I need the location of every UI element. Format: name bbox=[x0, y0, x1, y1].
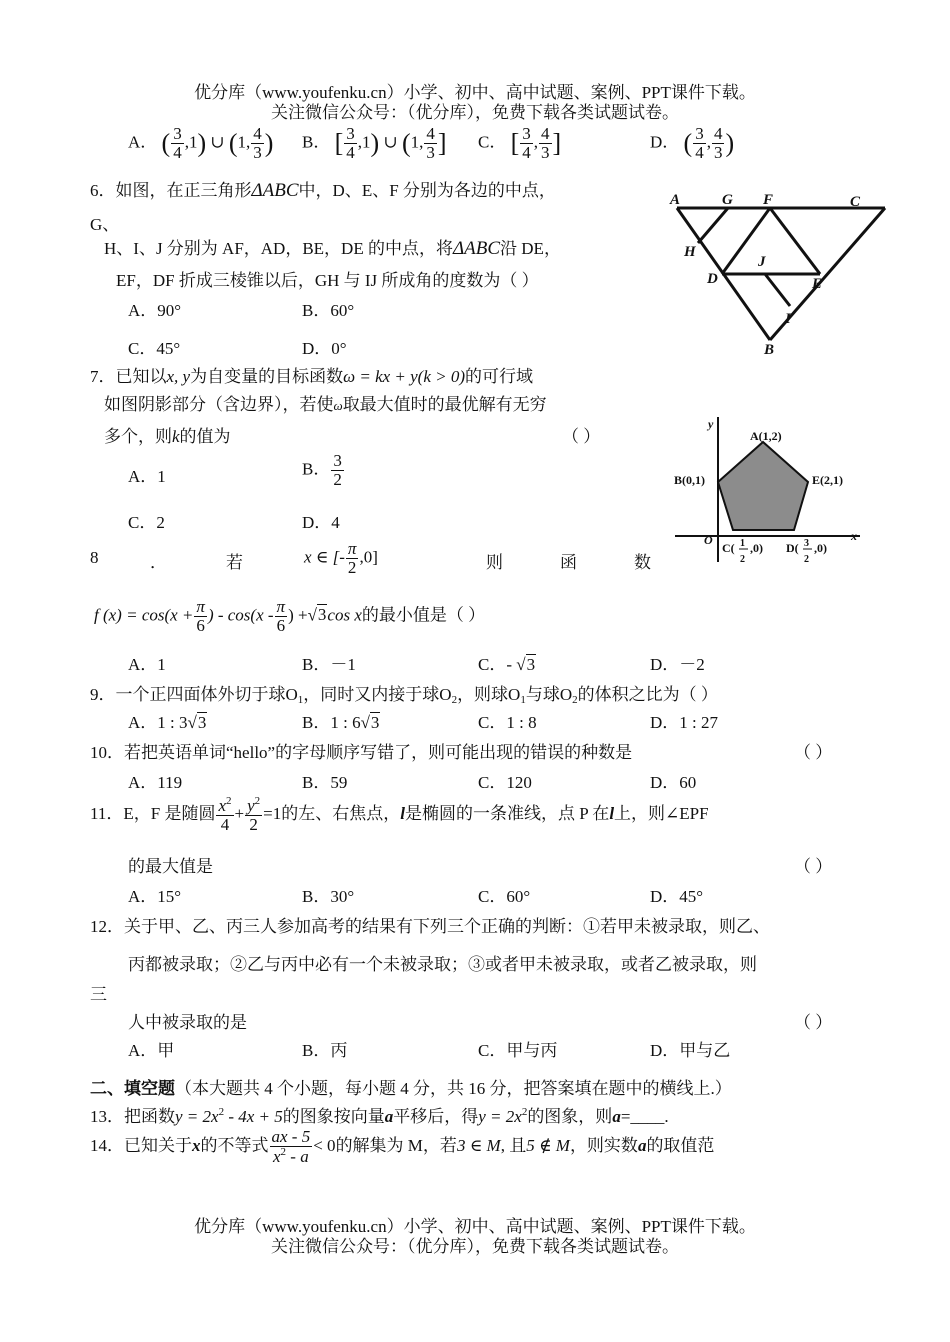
text: =1 bbox=[263, 803, 282, 823]
axis-label-y: y bbox=[708, 417, 714, 431]
q5-option-c: C． [ $\frac{3}{4}$ , $\frac{4}{3}$ ] bbox=[478, 124, 562, 162]
origin-label: O bbox=[704, 533, 713, 547]
frac-den: 2 bbox=[249, 814, 258, 834]
point-d-label: D( bbox=[786, 541, 799, 555]
text: 14．已知关于 bbox=[90, 1135, 192, 1155]
q8-ruo: 若 bbox=[226, 553, 243, 572]
q7-option-a: A．1 bbox=[128, 467, 166, 486]
var-x: x bbox=[192, 1135, 201, 1155]
q7-line-3 bbox=[104, 422, 231, 447]
frac-num: 3 bbox=[346, 124, 355, 143]
text: f (x) = cos(x + bbox=[94, 605, 194, 625]
sq: 2 bbox=[218, 1106, 225, 1118]
header-line-2: 关注微信公众号：（优分库），免费下载各类试题试卷。 bbox=[271, 103, 679, 122]
section-desc: （本大题共 4 个小题，每小题 4 分，共 16 分，把答案填在题中的横线上.） bbox=[175, 1079, 732, 1098]
triangle-abc: ΔABC bbox=[251, 180, 299, 201]
frac-num: 4 bbox=[541, 124, 550, 143]
frac-den: 6 bbox=[276, 615, 286, 635]
frac-den: 4 bbox=[695, 142, 704, 162]
text: 的解集为 M，若 bbox=[335, 1135, 457, 1155]
var-k: k bbox=[172, 427, 180, 446]
header-line-1: 优分库（www.youfenku.cn）小学、初中、高中试题、案例、PPT课件下载。 bbox=[194, 83, 756, 102]
frac-num: ax - 5 bbox=[271, 1127, 311, 1146]
fig-label-e: E bbox=[812, 276, 823, 292]
q6-triangle-figure bbox=[660, 188, 895, 358]
label: C． bbox=[478, 655, 507, 674]
q6-option-c: C．45° bbox=[128, 339, 181, 358]
frac-den: 4 bbox=[346, 142, 355, 162]
text: ，则实数 bbox=[569, 1135, 638, 1155]
point-d-num: 3 bbox=[804, 538, 809, 549]
point-a-label: A(1,2) bbox=[750, 429, 782, 443]
text: 6．如图，在正三角形 bbox=[90, 181, 252, 200]
func: - 4x + 5 bbox=[224, 1107, 283, 1126]
text: < 0 bbox=[313, 1135, 336, 1155]
section-2-heading bbox=[90, 1074, 732, 1099]
frac-den: 3 bbox=[253, 142, 262, 162]
q9-text bbox=[90, 680, 718, 706]
text: 11．E，F 是随圆 bbox=[90, 803, 216, 823]
q11-answer-paren: （ ） bbox=[794, 857, 833, 876]
shaded-region bbox=[718, 442, 808, 530]
var-l: l bbox=[609, 803, 615, 823]
q10-option-b: B．59 bbox=[302, 773, 348, 792]
q8-option-b: B．－1 bbox=[302, 655, 356, 674]
sub2: 2 bbox=[451, 694, 458, 706]
text: ，同时又内接于球O bbox=[303, 685, 452, 704]
text: 3 ∈ M bbox=[456, 1135, 501, 1155]
sq: 2 bbox=[280, 1145, 287, 1158]
text: 平移后，得 bbox=[393, 1107, 479, 1126]
sq: 2 bbox=[254, 795, 261, 807]
q9-option-a: A．1 : 3√3 bbox=[128, 713, 207, 732]
q7-option-c: C．2 bbox=[128, 513, 165, 532]
point-b-label: B(0,1) bbox=[674, 473, 705, 487]
q6-option-a: A．90° bbox=[128, 301, 182, 320]
label: C． bbox=[478, 713, 507, 732]
q11-line-1: 11．E，F 是随圆 $\frac{x^2}{4}$ + $\frac{y^2}{2}$ =1的左、右焦点，l是椭圆的一条准线，点 P 在l上，则∠EPF bbox=[90, 795, 709, 834]
union-symbol: ∪ bbox=[210, 132, 225, 152]
vector-a: a bbox=[612, 1107, 621, 1126]
q8-ze: 则 bbox=[486, 553, 503, 572]
point-c-num: 1 bbox=[740, 538, 745, 549]
text: 沿 DE， bbox=[500, 239, 561, 258]
func: y = 2x bbox=[478, 1107, 522, 1126]
sqrt3: 3 bbox=[317, 605, 327, 625]
q8-function: f (x) = cos(x + $\frac{\pi}{6}$ ) - cos(x - $\frac{\pi}{6}$ ) +√3cos x的最小值是（ ） bbox=[94, 597, 486, 635]
fig-label-h: H bbox=[684, 244, 696, 260]
frac-den: 4 bbox=[220, 814, 230, 834]
text: 上，则∠EPF bbox=[614, 803, 709, 823]
text: H、I、J 分别为 AF，AD，BE，DE 的中点，将 bbox=[104, 239, 453, 258]
text: 的取值范 bbox=[646, 1135, 715, 1155]
frac-num: π bbox=[276, 597, 286, 616]
triangle-abc: ΔABC bbox=[452, 238, 501, 259]
text: ,0] bbox=[359, 547, 378, 567]
objective-function: ω = kx + y(k > 0) bbox=[343, 367, 466, 386]
q11-option-d: D．45° bbox=[650, 887, 704, 906]
fig-label-f: F bbox=[763, 192, 774, 208]
point-d-end: ,0) bbox=[814, 541, 827, 555]
text: 的图象按向量 bbox=[282, 1107, 385, 1126]
q12-line-4: 人中被录取的是 bbox=[128, 1013, 247, 1032]
frac-den: 4 bbox=[173, 142, 182, 162]
frac-num: 4 bbox=[713, 124, 723, 143]
point-d-den: 2 bbox=[804, 554, 809, 565]
frac-den: 3 bbox=[426, 142, 435, 162]
fig-label-j: J bbox=[758, 254, 766, 270]
sub2: 2 bbox=[572, 694, 578, 706]
label: B． bbox=[302, 459, 331, 479]
text: - a bbox=[286, 1146, 309, 1166]
q6-option-d: D．0° bbox=[302, 339, 347, 358]
text: 如图阴影部分（含边界），若使 bbox=[104, 395, 334, 414]
fig-label-d: D bbox=[707, 271, 718, 287]
vector-a: a bbox=[384, 1107, 394, 1126]
text: cos x bbox=[327, 605, 362, 625]
text: 7．已知以 bbox=[90, 367, 167, 386]
sqrt3: 3 bbox=[526, 655, 536, 674]
q5-options: A． ( $\frac{3}{4}$ ,1) ∪ (1, $\frac{4}{3}$ ) bbox=[128, 124, 274, 162]
text: 的图象，则 bbox=[527, 1107, 613, 1126]
x: x bbox=[273, 1146, 281, 1166]
q8-condition bbox=[304, 540, 378, 577]
point-e-label: E(2,1) bbox=[812, 473, 843, 487]
q8-num: 8 bbox=[90, 548, 99, 567]
q13-text bbox=[90, 1102, 669, 1127]
q8-option-c: C．- √3 bbox=[478, 655, 536, 674]
fig-label-b: B bbox=[764, 342, 775, 358]
q11-option-c: C．60° bbox=[478, 887, 531, 906]
text: =____. bbox=[620, 1107, 669, 1126]
sq: 2 bbox=[521, 1106, 528, 1118]
frac-den: 3 bbox=[541, 142, 550, 162]
text: ，则球O bbox=[457, 685, 521, 704]
axis-label-x: x bbox=[851, 529, 857, 543]
text: 的左、右焦点， bbox=[281, 803, 401, 823]
frac-den: 4 bbox=[522, 142, 531, 162]
q9-option-d bbox=[650, 708, 718, 733]
q6-line-3 bbox=[104, 234, 561, 260]
text: ) + bbox=[288, 605, 308, 625]
label: B． bbox=[302, 132, 331, 152]
x: x bbox=[218, 796, 227, 815]
footer-line-1: 优分库（www.youfenku.cn）小学、初中、高中试题、案例、PPT课件下载。 bbox=[194, 1217, 756, 1236]
q12-answer-paren: （ ） bbox=[794, 1013, 833, 1032]
sqrt3: 3 bbox=[370, 713, 380, 732]
frac-num: 3 bbox=[333, 451, 342, 470]
text: 取最大值时的最优解有无穷 bbox=[342, 395, 547, 414]
text: 的可行域 bbox=[465, 367, 534, 386]
q10-answer-paren: （ ） bbox=[794, 743, 833, 762]
text: 5 ∉ M bbox=[526, 1135, 570, 1155]
frac-num: 3 bbox=[173, 124, 182, 143]
text: 9．一个正四面体外切于球O bbox=[90, 685, 298, 704]
q6-line-1 bbox=[90, 176, 556, 202]
frac-den: 2 bbox=[347, 557, 357, 577]
omega: ω bbox=[333, 398, 343, 413]
q7-feasible-region-graph bbox=[670, 412, 870, 572]
value: 1 : 3 bbox=[157, 713, 188, 732]
sqrt3: 3 bbox=[197, 713, 207, 732]
frac-num: 3 bbox=[695, 124, 704, 143]
frac-num: 4 bbox=[426, 124, 435, 143]
label: B． bbox=[302, 713, 331, 732]
q12-option-a: A．甲 bbox=[128, 1041, 175, 1060]
label: D． bbox=[650, 132, 680, 152]
q11-option-b: B．30° bbox=[302, 887, 355, 906]
text: 的值为 bbox=[179, 427, 231, 446]
y: y bbox=[247, 796, 255, 815]
fig-label-i: I bbox=[785, 311, 791, 327]
frac-den: 6 bbox=[196, 615, 205, 635]
fig-label-a: A bbox=[670, 192, 681, 208]
sq: 2 bbox=[226, 795, 232, 807]
q14-text: 14．已知关于x的不等式 $\frac{ax - 5}{x^2 - a}$ < 0的解集为 M，若3 ∈ M, 且5 ∉ M，则实数a的取值范 bbox=[90, 1127, 715, 1166]
frac-num: 3 bbox=[522, 124, 531, 143]
q5-option-d: D． ( $\frac{3}{4}$ , $\frac{4}{3}$ ) bbox=[650, 124, 735, 162]
vars-xy: x, y bbox=[166, 367, 191, 386]
text: 的最小值是（ ） bbox=[361, 605, 486, 625]
frac-num: π bbox=[347, 539, 357, 558]
frac-num: π bbox=[196, 597, 205, 616]
value: 1 : 8 bbox=[506, 713, 537, 732]
q6-line-4: EF，DF 折成三棱锥以后，GH 与 IJ 所成角的度数为（ ） bbox=[116, 271, 539, 290]
label: A． bbox=[128, 713, 158, 732]
footer-line-2: 关注微信公众号：（优分库），免费下载各类试题试卷。 bbox=[271, 1237, 679, 1256]
q7-line-1 bbox=[90, 362, 533, 387]
q12-line-3: 三 bbox=[90, 985, 107, 1004]
q8-dot: ． bbox=[150, 553, 167, 572]
one: 1 bbox=[188, 132, 198, 152]
q7-line-2 bbox=[104, 390, 547, 415]
text: 13．把函数 bbox=[90, 1107, 175, 1126]
text: 中，D、E、F 分别为各边的中点， bbox=[298, 181, 556, 200]
q6-line-2: G、 bbox=[90, 215, 120, 234]
q7-option-b bbox=[302, 452, 345, 489]
q7-option-d: D．4 bbox=[302, 513, 340, 532]
q8-option-d: D．－2 bbox=[650, 655, 705, 674]
q8-option-a: A．1 bbox=[128, 655, 166, 674]
text: x ∈ [- bbox=[304, 547, 345, 567]
section-title: 二、填空题 bbox=[90, 1079, 175, 1098]
value: 1 : 27 bbox=[679, 713, 719, 732]
frac-den: 2 bbox=[333, 469, 342, 489]
func: y = 2x bbox=[175, 1107, 219, 1126]
q11-line-2: 的最大值是 bbox=[128, 857, 213, 876]
q10-option-d: D．60 bbox=[650, 773, 697, 792]
label: D． bbox=[650, 713, 680, 732]
q10-text: 10．若把英语单词“hello”的字母顺序写错了，则可能出现的错误的种数是 bbox=[90, 743, 633, 762]
text: 的不等式 bbox=[200, 1135, 269, 1155]
q12-option-c: C．甲与丙 bbox=[478, 1041, 558, 1060]
fig-label-c: C bbox=[850, 194, 861, 210]
q8-shu: 数 bbox=[634, 553, 651, 572]
fig-label-g: G bbox=[722, 192, 733, 208]
q12-option-b: B．丙 bbox=[302, 1041, 348, 1060]
minus: - bbox=[506, 655, 517, 674]
q9-option-b: B．1 : 6√3 bbox=[302, 713, 380, 732]
frac-den: 3 bbox=[713, 142, 723, 162]
q10-option-c: C．120 bbox=[478, 773, 532, 792]
point-c-end: ,0) bbox=[750, 541, 763, 555]
union-symbol: ∪ bbox=[383, 132, 398, 152]
point-c-label: C( bbox=[722, 541, 735, 555]
text: 与球O bbox=[525, 685, 573, 704]
text: 是椭圆的一条准线，点 P 在 bbox=[404, 803, 610, 823]
text: 为自变量的目标函数 bbox=[190, 367, 344, 386]
label: C． bbox=[478, 132, 507, 152]
frac-num: 4 bbox=[253, 124, 262, 143]
q6-option-b: B．60° bbox=[302, 301, 355, 320]
q9-option-c bbox=[478, 708, 537, 733]
value: 1 : 6 bbox=[330, 713, 361, 732]
sub1: 1 bbox=[520, 694, 526, 706]
q11-option-a: A．15° bbox=[128, 887, 182, 906]
sub1: 1 bbox=[297, 694, 304, 706]
text: 多个，则 bbox=[104, 427, 172, 446]
q12-line-1: 12．关于甲、乙、丙三人参加高考的结果有下列三个正确的判断：①若甲未被录取，则乙、 bbox=[90, 917, 770, 936]
q10-option-a: A．119 bbox=[128, 773, 183, 792]
q5-option-b: B． [ $\frac{3}{4}$ ,1) ∪ (1, $\frac{4}{3}$ ] bbox=[302, 124, 447, 162]
text: ) - cos(x - bbox=[207, 605, 274, 625]
q12-option-d: D．甲与乙 bbox=[650, 1041, 731, 1060]
var-l: l bbox=[400, 803, 405, 823]
text: 的体积之比为（ ） bbox=[577, 685, 718, 704]
text: , 且 bbox=[500, 1135, 527, 1155]
q5-option-a: A． bbox=[128, 132, 158, 152]
q8-han: 函 bbox=[560, 553, 577, 572]
q7-answer-paren: （ ） bbox=[562, 427, 601, 446]
q12-line-2: 丙都被录取；②乙与丙中必有一个未被录取；③或者甲未被录取，或者乙被录取，则 bbox=[128, 955, 757, 974]
point-c-den: 2 bbox=[740, 554, 745, 565]
